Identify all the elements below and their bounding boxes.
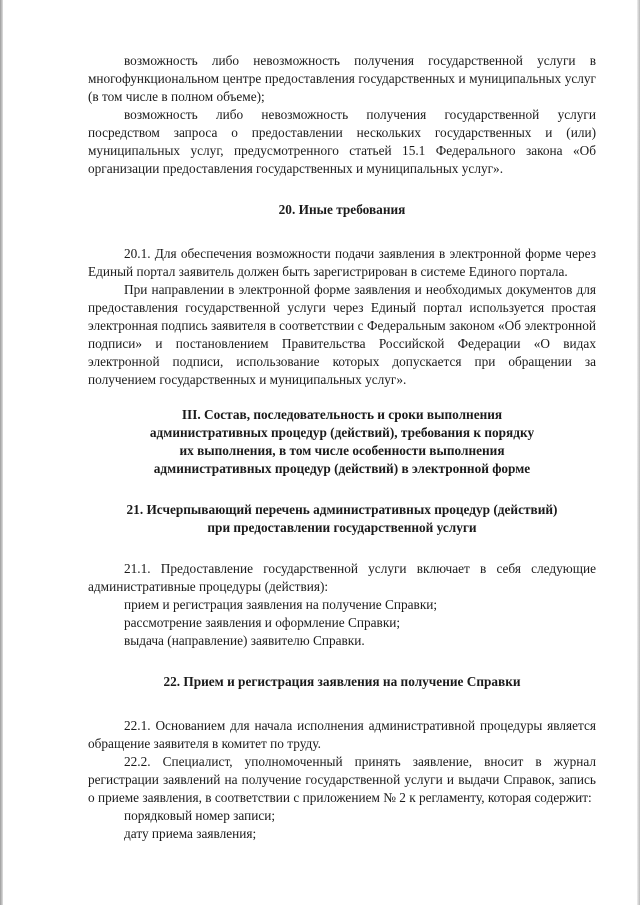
section-22-paragraph: 22.2. Специалист, уполномоченный принять заявление, вносит в журнал регистрации заявлений на получение государственной услуги и выдачи Справок, запись о приеме заявления, в соответствии с приложением № 2 к регламенту, которая содержит: — [88, 754, 596, 805]
page-left-edge — [0, 0, 3, 905]
section-21-heading — [88, 501, 596, 537]
section-21-paragraph: 21.1. Предоставление государственной услуги включает в себя следующие административные процедуры (действия): — [88, 561, 596, 594]
list-item: дату приема заявления; — [124, 826, 257, 841]
section-22-heading: 22. Прием и регистрация заявления на получение Справки — [163, 674, 521, 689]
list-item: рассмотрение заявления и оформление Справки; — [124, 615, 401, 630]
list-item: прием и регистрация заявления на получение Справки; — [124, 597, 438, 612]
list-item: порядковый номер записи; — [124, 808, 276, 823]
heading-line: III. Состав, последовательность и сроки выполнения — [181, 407, 503, 422]
heading-line: при предоставлении государственной услуги — [207, 520, 477, 535]
part-3-heading — [88, 406, 596, 478]
intro-paragraph: возможность либо невозможность получения государственной услуги в многофункциональном центре предоставления государственных и муниципальных услуг (в том числе в полном объеме); — [88, 53, 596, 104]
heading-line: 21. Исчерпывающий перечень административных процедур (действий) — [126, 502, 558, 517]
heading-line: административных процедур (действий), требования к порядку — [149, 425, 535, 440]
document-page — [88, 52, 596, 843]
heading-line: административных процедур (действий) в электронной форме — [153, 461, 531, 476]
section-22-paragraph: 22.1. Основанием для начала исполнения административной процедуры является обращение заявителя в комитет по труду. — [88, 718, 596, 751]
section-20-paragraph: 20.1. Для обеспечения возможности подачи заявления в электронной форме через Единый портал заявитель должен быть зарегистрирован в системе Единого портала. — [88, 246, 596, 279]
intro-paragraph: возможность либо невозможность получения государственной услуги посредством запроса о предоставлении нескольких государственных и (или) муниципальных услуг, предусмотренного статьей 15.1 Федерального закона «Об организации предоставления государственных и муниципальных услуг». — [88, 107, 596, 176]
heading-line: их выполнения, в том числе особенности выполнения — [179, 443, 505, 458]
list-item: выдача (направление) заявителю Справки. — [124, 633, 365, 648]
section-20-heading: 20. Иные требования — [278, 202, 406, 217]
section-20-paragraph: При направлении в электронной форме заявления и необходимых документов для предоставления государственной услуги через Единый портал используется простая электронная подпись заявителя в соответствии с Федеральным законом «Об электронной подписи» и постановлением Правительства Российской Федерации «О видах электронной подписи, использование которых допускается при обращении за получением государственных и муниципальных услуг». — [88, 282, 596, 387]
